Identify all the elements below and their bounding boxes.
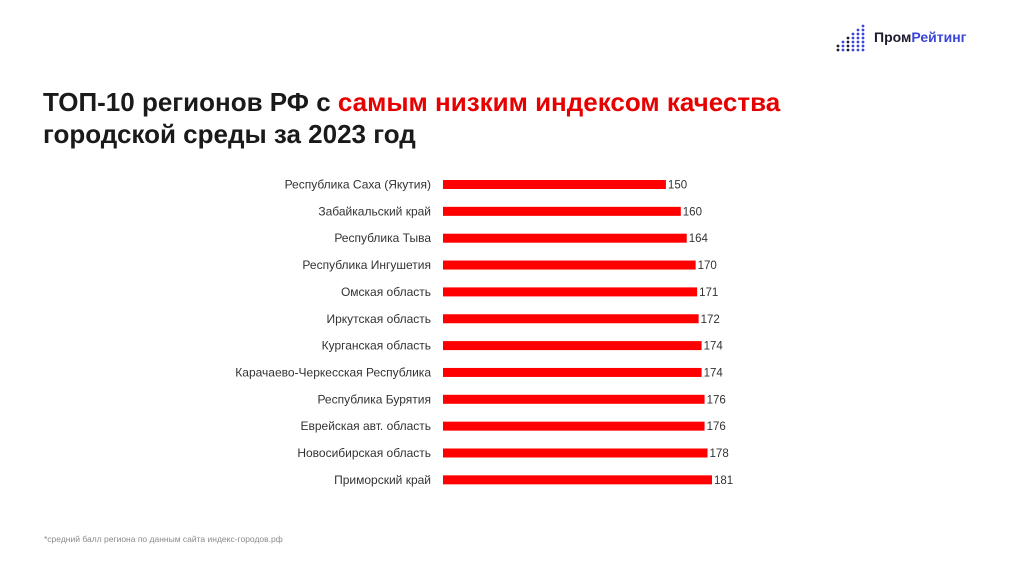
bar: [443, 180, 666, 189]
bar: [443, 368, 702, 377]
category-label: Забайкальский край: [318, 204, 431, 219]
bar: [443, 422, 705, 431]
bar: [443, 395, 705, 404]
bar: [443, 475, 712, 484]
bar: [443, 449, 708, 458]
value-label: 170: [697, 260, 717, 273]
footnote: *средний балл региона по данным сайта индекс-городов.рф: [44, 534, 283, 544]
bar: [443, 234, 687, 243]
brand-name-part2: Рейтинг: [911, 29, 967, 45]
category-label: Республика Тыва: [334, 231, 431, 246]
bar: [443, 341, 702, 350]
category-label: Иркутская область: [326, 311, 431, 326]
category-label: Республика Саха (Якутия): [284, 177, 431, 192]
bar: [443, 207, 681, 216]
bar: [443, 287, 697, 296]
category-label: Карачаево-Черкесская Республика: [235, 365, 431, 380]
value-label: 164: [688, 233, 708, 246]
title-part1: ТОП-10 регионов РФ с: [43, 87, 338, 117]
category-label: Курганская область: [321, 338, 431, 353]
value-label: 181: [714, 474, 734, 487]
value-label: 150: [667, 179, 688, 192]
title-part2: городской среды за 2023 год: [43, 119, 416, 149]
category-label: Республика Бурятия: [317, 392, 431, 407]
value-label: 171: [699, 286, 719, 299]
bar: [443, 314, 699, 323]
category-label: Еврейская авт. область: [300, 419, 431, 434]
value-label: 174: [703, 367, 723, 380]
value-label: 172: [700, 313, 720, 326]
category-label: Приморский край: [334, 472, 431, 487]
category-label: Республика Ингушетия: [302, 258, 431, 273]
brand-name-part1: Пром: [874, 29, 912, 45]
category-label: Новосибирская область: [297, 446, 431, 460]
value-label: 160: [682, 206, 702, 219]
value-label: 176: [706, 421, 726, 434]
value-label: 176: [706, 394, 726, 407]
bar: [443, 261, 696, 270]
value-label: 174: [703, 340, 723, 353]
title-accent: самым низким индексом качества: [337, 87, 781, 117]
value-label: 178: [709, 448, 729, 460]
category-label: Омская область: [340, 284, 431, 299]
